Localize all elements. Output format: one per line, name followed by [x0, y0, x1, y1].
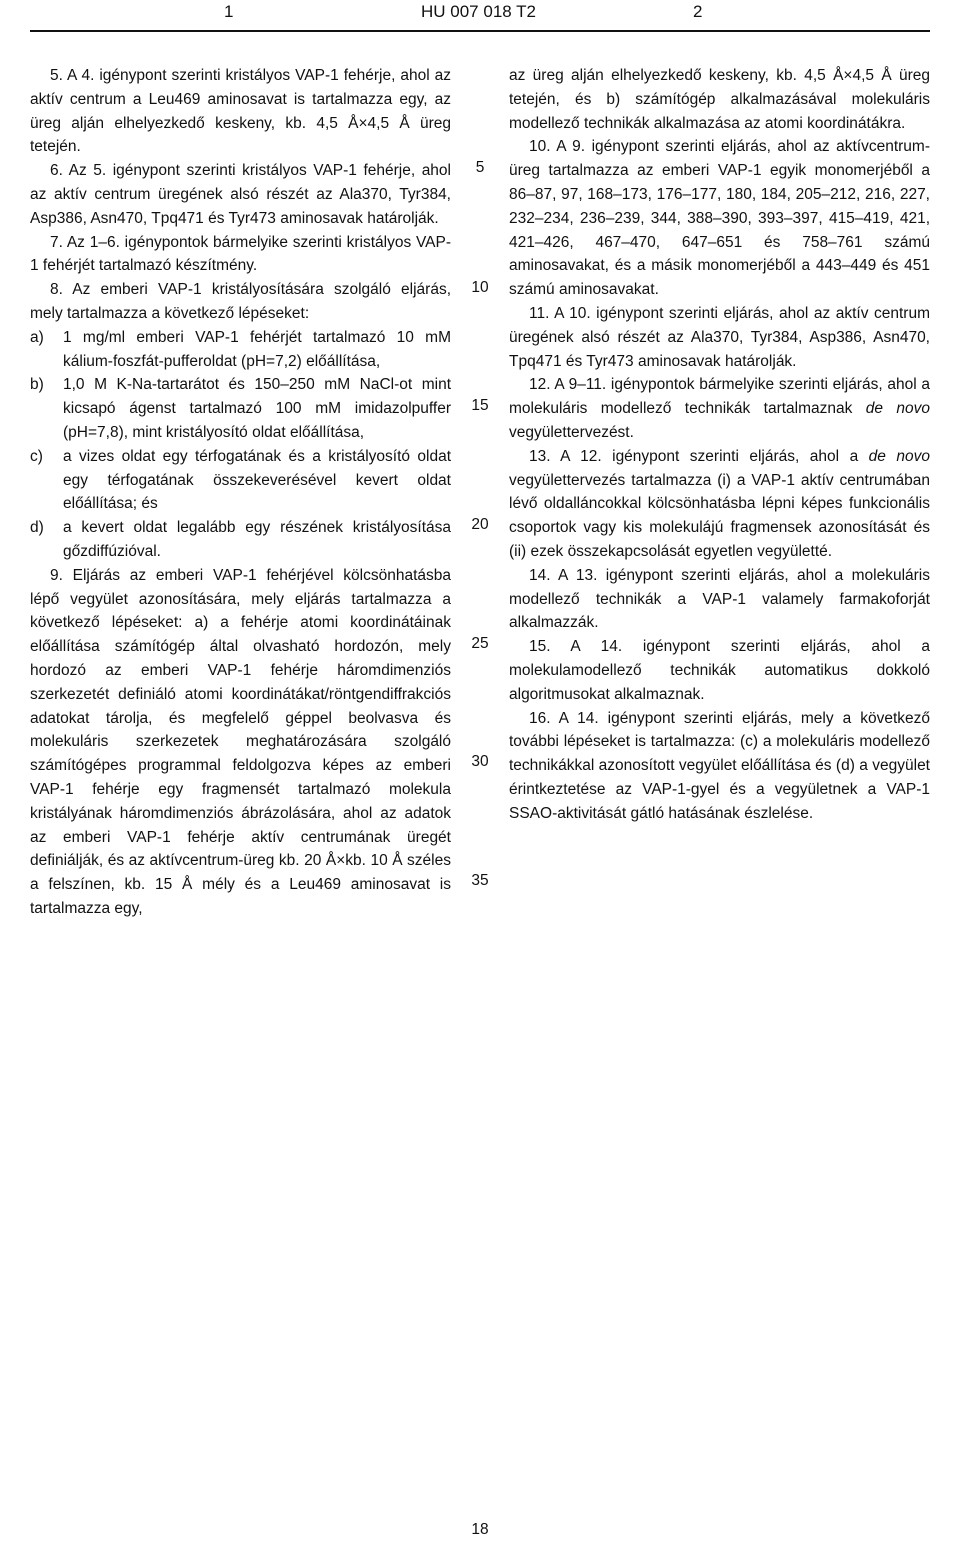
line-number: 5	[475, 159, 485, 176]
step-text: a vizes oldat egy térfogatának és a kristályosító oldat egy térfogatának összekeverésével kevert oldat előállítása; és	[63, 447, 451, 513]
line-number: 10	[471, 279, 489, 296]
claim-9: 9. Eljárás az emberi VAP-1 fehérjével kölcsönhatásba lépő vegyület azonosítására, mely eljárás tartalmazza a következő lépéseket: a) a fehérje atomi koordinátáinak előállítása számítógép által olvasható hordozón, mely hordozó az emberi VAP-1 fehérje háromdimenziós szerkezetét definiáló atomi koordinátákat/röntgendiffrakciós adatokat tárolja, és megfelelő géppel beolvasva és molekuláris szerkezetek meghatározására szolgáló számítógépes programmal feldolgozva képes az emberi VAP-1 fehérje egy fragmensét tartalmazó molekula kristályának háromdimenziós ábrázolására, ahol az adatok az emberi VAP-1 fehérje aktív centrumának üregét definiálják, és az aktívcentrum-üreg kb. 20 Å×kb. 10 Å széles a felszínen, kb. 15 Å mély és a Leu469 aminosavat is tartalmazza egy,	[30, 566, 451, 917]
right-column	[509, 64, 930, 826]
left-column	[30, 64, 451, 921]
claim-8-step-c	[30, 445, 451, 516]
claim-12-italic: de novo	[865, 400, 930, 418]
claim-8-intro: 8. Az emberi VAP-1 kristályosítására szolgáló eljárás, mely tartalmazza a következő lépéseket:	[30, 281, 451, 322]
claim-13-text: 13. A 12. igénypont szerinti eljárás, ahol a	[529, 447, 859, 465]
claim-8-step-b	[30, 373, 451, 444]
claim-8-step-d	[30, 516, 451, 564]
claim-12	[509, 373, 930, 444]
line-number: 35	[471, 872, 489, 889]
claim-13-end: vegyülettervezés tartalmazza (i) a VAP-1 aktív centrumában lévő oldalláncokkal kölcsönhatásba lépni képes funkcionális csoportok vagy kis molekulájú fragmensek azonosítását és (ii) ezek összekapcsolását egyetlen vegyületté.	[509, 471, 930, 560]
claim-12-end: vegyülettervezést.	[509, 423, 634, 441]
claim-11: 11. A 10. igénypont szerinti eljárás, ahol az aktív centrum üregének alsó részét az Ala370, Tyr384, Asp386, Asn470, Tpq471 és Tyr473 aminosavak határolják.	[509, 304, 930, 370]
claim-14: 14. A 13. igénypont szerinti eljárás, ahol a molekuláris modellező technikák a VAP-1 valamely farmakoforját alkalmazzák.	[509, 566, 930, 632]
claim-6: 6. Az 5. igénypont szerinti kristályos VAP-1 fehérje, ahol az aktív centrum üregének alsó részét az Ala370, Tyr384, Asp386, Asn470, Tpq471 és Tyr473 aminosavak határolják.	[30, 162, 451, 227]
claim-13	[509, 445, 930, 564]
step-text: a kevert oldat legalább egy részének kristályosítása gőzdiffúzióval.	[63, 519, 451, 560]
header-rule	[30, 30, 930, 32]
claim-15: 15. A 14. igénypont szerinti eljárás, ahol a molekulamodellező technikák automatikus dokkoló algoritmusokat alkalmaznak.	[509, 638, 930, 703]
document-id: HU 007 018 T2	[421, 2, 536, 21]
step-text: 1 mg/ml emberi VAP-1 fehérjét tartalmazó 10 mM kálium-foszfát-pufferoldat (pH=7,2) előállítása,	[63, 328, 451, 370]
step-marker: b)	[30, 376, 44, 394]
line-number: 25	[471, 635, 489, 652]
claim-7: 7. Az 1–6. igénypontok bármelyike szerinti kristályos VAP-1 fehérjét tartalmazó készítmény.	[30, 233, 451, 275]
claim-8-step-a	[30, 326, 451, 374]
claim-9-continued: az üreg alján elhelyezkedő keskeny, kb. 4,5 Å×4,5 Å üreg tetején, és b) számítógép alkalmazásával molekuláris modellező technikák alkalmazása az atomi koordinátákra.	[509, 67, 930, 132]
step-marker: d)	[30, 519, 44, 537]
claim-10: 10. A 9. igénypont szerinti eljárás, ahol az aktívcentrum-üreg tartalmazza az emberi VAP-1 egyik monomerjéből a 86–87, 97, 168–173, 176–177, 180, 184, 205–212, 216, 227, 232–234, 236–239, 344, 388–390, 393–397, 415–419, 421, 421–426, 467–470, 647–651 és 758–761 számú aminosavakat, és a másik monomerjéből a 443–449 és 451 számú aminosavakat.	[509, 138, 930, 299]
line-number: 20	[471, 516, 489, 533]
step-text: 1,0 M K-Na-tartarátot és 150–250 mM NaCl-ot mint kicsapó ágenst tartalmazó 100 mM imidazolpuffer (pH=7,8), mint kristályosító oldat előállítása,	[63, 376, 451, 441]
claim-13-italic: de novo	[868, 447, 930, 465]
page-header	[0, 2, 960, 26]
claim-12-text: 12. A 9–11. igénypontok bármelyike szerinti eljárás, ahol a molekuláris modellező technikák tartalmaznak	[509, 376, 930, 418]
claim-5: 5. A 4. igénypont szerinti kristályos VAP-1 fehérje, ahol az aktív centrum a Leu469 aminosavat is tartalmazza egy, az üreg alján elhelyezkedő keskeny, kb. 4,5 Å×4,5 Å üreg tetején.	[30, 67, 451, 156]
left-page-number: 1	[224, 2, 234, 21]
page-number: 18	[471, 1521, 489, 1538]
line-number: 15	[471, 397, 489, 414]
line-number: 30	[471, 753, 489, 770]
claim-16: 16. A 14. igénypont szerinti eljárás, mely a következő további lépéseket is tartalmazza: (c) a molekuláris modellező technikákkal azonosított vegyület előállítása és (d) a vegyület érintkeztetése az VAP-1-gyel és a vegyületnek a VAP-1 SSAO-aktivitását gátló hatásának észlelése.	[509, 709, 930, 822]
right-page-number: 2	[693, 2, 703, 21]
step-marker: c)	[30, 447, 43, 465]
step-marker: a)	[30, 328, 44, 346]
